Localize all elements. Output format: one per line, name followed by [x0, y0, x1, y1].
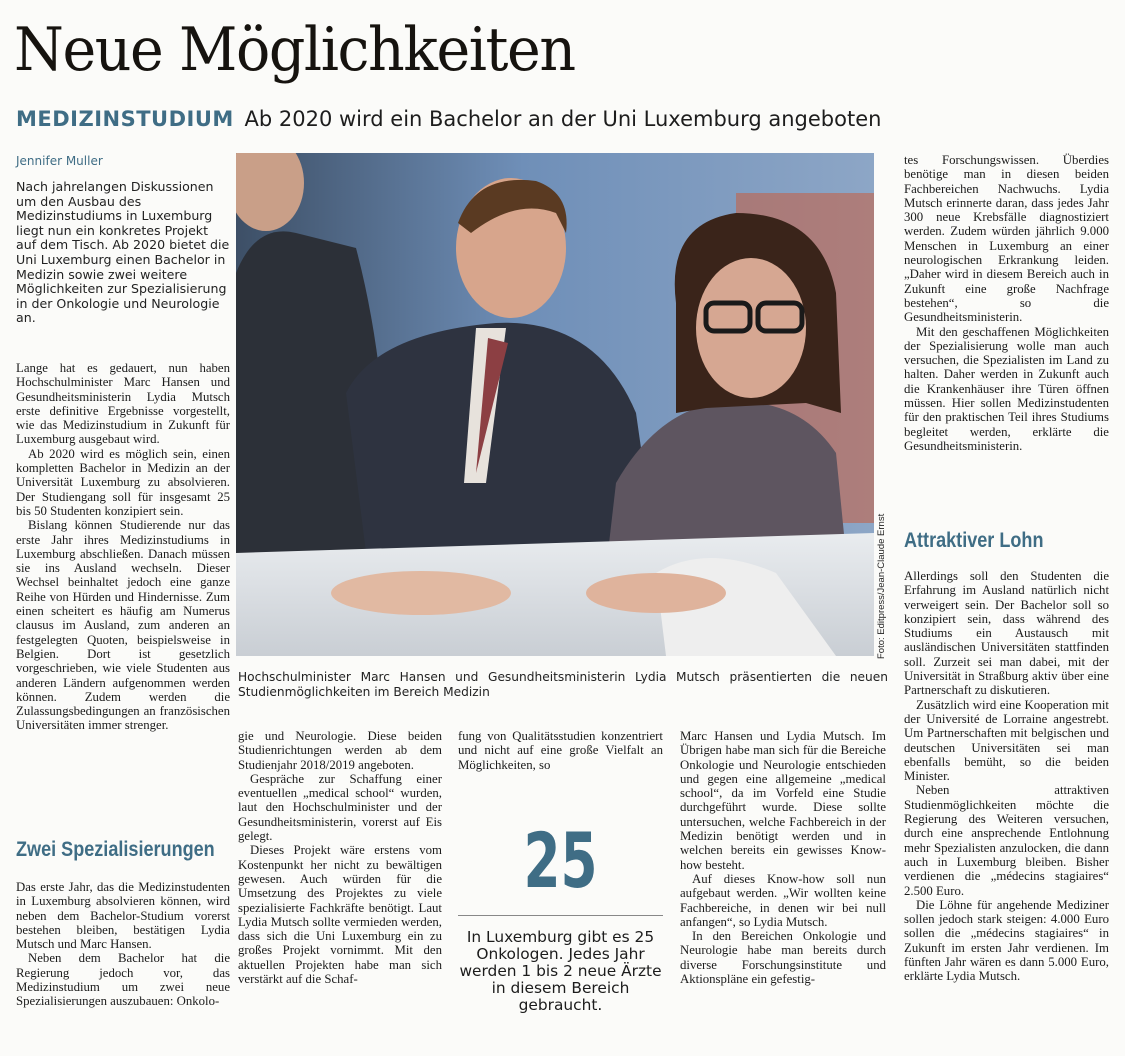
paragraph: Das erste Jahr, das die Medizinstudenten in Luxemburg absolvieren können, wird neben dem Bachelor-Studium vorerst bestehen bleiben, bestätigen Lydia Mutsch und Marc Hansen.: [16, 880, 230, 952]
paragraph: Auf dieses Know-how soll nun aufgebaut werden. „Wir wollten keine Fachbereiche, in denen wir bei null anfangen“, so Lydia Mutsch.: [680, 871, 886, 929]
paragraph: tes Forschungswissen. Überdies benötige man in diesen beiden Fachbereichen Nachwuchs. Lydia Mutsch erinnerte daran, dass jedes Jahr 300 neue Krebsfälle diagnostiziert werden. Zudem würden jährlich 9.000 Menschen in Luxemburg an einer neurologischen Erkrankung leiden. „Daher wird in diesem Bereich auch in Zukunft eine große Nachfrage bestehen“, so die Gesundheitsministerin.: [904, 153, 1109, 325]
article-column-5: [904, 153, 1109, 453]
paragraph: fung von Qualitätsstudien konzentriert und nicht auf eine große Vielfalt an Möglichkeiten, so: [458, 729, 663, 772]
headline: Neue Möglichkeiten: [14, 15, 575, 85]
factbox-text: In Luxemburg gibt es 25 Onkologen. Jedes Jahr werden 1 bis 2 neue Ärzte in diesem Bereich gebraucht.: [459, 928, 662, 1014]
kicker: MEDIZINSTUDIUM: [16, 107, 234, 131]
paragraph: In den Bereichen Onkologie und Neurologie habe man bereits durch diverse Forschungsinstitute und Aktionspläne ein gefestig-: [680, 929, 886, 987]
paragraph: Zusätzlich wird eine Kooperation mit der Université de Lorraine angestrebt. Um Partnerschaften mit belgischen und deutschen Universitäten sei man ebenfalls bemüht, so die beiden Minister.: [904, 697, 1109, 784]
photo-credit: Foto: Editpress/Jean-Claude Ernst: [876, 513, 887, 659]
paragraph: Mit den geschaffenen Möglichkeiten der Spezialisierung wolle man auch versuchen, die Spezialisten im Land zu halten. Daher werden in Zukunft auch die Krankenhäuser ihre Türen öffnen müssen. Hier sollen Medizinstudenten für den praktischen Teil ihres Studiums begleitet werden, erklärte die Gesundheitsministerin.: [904, 324, 1109, 453]
paragraph: Neben dem Bachelor hat die Regierung jedoch vor, das Medizinstudium um zwei neue Spezialisierungen auszubauen: Onkolo-: [16, 951, 230, 1009]
article-column-3: [458, 729, 663, 772]
press-photo: [236, 153, 874, 656]
article-column-2: [238, 729, 442, 986]
paragraph: gie und Neurologie. Diese beiden Studienrichtungen werden ab dem Studienjahr 2018/2019 angeboten.: [238, 729, 442, 772]
paragraph: Ab 2020 wird es möglich sein, einen kompletten Bachelor in Medizin an der Universität Luxemburg zu absolvieren. Der Studiengang soll für insgesamt 25 bis 50 Studenten konzipiert sein.: [16, 446, 230, 518]
section-subhead: Attraktiver Lohn: [904, 529, 1044, 552]
paragraph: Lange hat es gedauert, nun haben Hochschulminister Marc Hansen und Gesundheitsministerin Lydia Mutsch erste definitive Ergebnisse vorgestellt, wie das Medizinstudium in Zukunft für Luxemburg ausgebaut wird.: [16, 361, 230, 447]
paragraph: Die Löhne für angehende Mediziner sollen jedoch stark steigen: 4.000 Euro sollen die „médecins stagiaires“ in Zukunft im ersten Jahr verdienen. Im fünften Jahr wären es dann 5.000 Euro, erklärte Lydia Mutsch.: [904, 897, 1109, 984]
paragraph: Allerdings soll den Studenten die Erfahrung im Ausland natürlich nicht verweigert sein. Der Bachelor soll so konzipiert sein, dass während des Studiums ein Austausch mit ausländischen Universitäten stattfinden soll. Zurzeit sei man dabei, mit der Universität in Straßburg aktiv über eine Partnerschaft zu diskutieren.: [904, 569, 1109, 698]
factbox-number: 25: [523, 816, 598, 905]
press-photo-image: [236, 153, 874, 656]
photo-caption: Hochschulminister Marc Hansen und Gesundheitsministerin Lydia Mutsch präsentierten die neuen Studienmöglichkeiten im Bereich Medizin: [238, 670, 888, 699]
author-byline: Jennifer Muller: [16, 154, 103, 168]
article-column-1: [16, 361, 230, 733]
intro-lead: Nach jahrelangen Diskussionen um den Ausbau des Medizinstudiums in Luxemburg liegt nun ein konkretes Projekt auf dem Tisch. Ab 2020 bietet die Uni Luxemburg einen Bachelor in Medizin sowie zwei weitere Möglichkeiten zur Spezialisierung in der Onkologie und Neurologie an.: [16, 179, 230, 326]
paragraph: Neben attraktiven Studienmöglichkeiten möchte die Regierung des Weiteren versuchen, durch eine ansprechende Entlohnung mehr Spezialisten anzulocken, die dann auch in Luxemburg bleiben. Bisher verdienen die „médecins stagiaires“ 2.500 Euro.: [904, 783, 1109, 898]
article-column-5-continued: [904, 569, 1109, 984]
paragraph: Marc Hansen und Lydia Mutsch. Im Übrigen habe man sich für die Bereiche Onkologie und Neurologie entschieden und gegen eine allgemeine „medical school“, da im Vorfeld eine Studie durchgeführt wurde. Diese sollte untersuchen, welche Fachbereich in der Medizin benötigt werden und in welchen bereits ein gewisses Know-how besteht.: [680, 729, 886, 872]
section-subhead: Zwei Spezialisierungen: [16, 838, 215, 861]
subheadline: [16, 104, 881, 134]
paragraph: Dieses Projekt wäre erstens vom Kostenpunkt her nicht zu bewältigen gewesen. Auch würden für die Umsetzung des Projektes zu viele spezialisierte Fachkräfte benötigt. Laut Lydia Mutsch sollte vermieden werden, dass sich die Uni Luxemburg ein zu großes Projekt vornimmt. Mit den aktuellen Projekten habe man sich verstärkt auf die Schaf-: [238, 843, 442, 987]
article-column-4: [680, 729, 886, 986]
paragraph: Gespräche zur Schaffung einer eventuellen „medical school“ wurden, laut den Hochschulminister und der Gesundheitsministerin, vorerst auf Eis gelegt.: [238, 771, 442, 844]
subheadline-text: Ab 2020 wird ein Bachelor an der Uni Luxemburg angeboten: [244, 107, 882, 131]
factbox-divider: [458, 915, 663, 916]
article-column-1-continued: [16, 880, 230, 1009]
paragraph: Bislang können Studierende nur das erste Jahr ihres Medizinstudiums in Luxemburg abschließen. Danach müssen sie ins Ausland wechseln. Dieser Wechsel beinhaltet jedoch eine ganze Reihe von Hürden und Hindernisse. Zum einen scheitert es häufig am Numerus clausus im Ausland, zum anderen an festgelegten Quoten, beispielsweise in Belgien. Dort ist gesetzlich vorgeschrieben, wie viele Studenten aus anderen Ländern aufgenommen werden können. Zudem werden die Zulassungsbedingungen an französischen Universitäten immer strenger.: [16, 518, 230, 733]
